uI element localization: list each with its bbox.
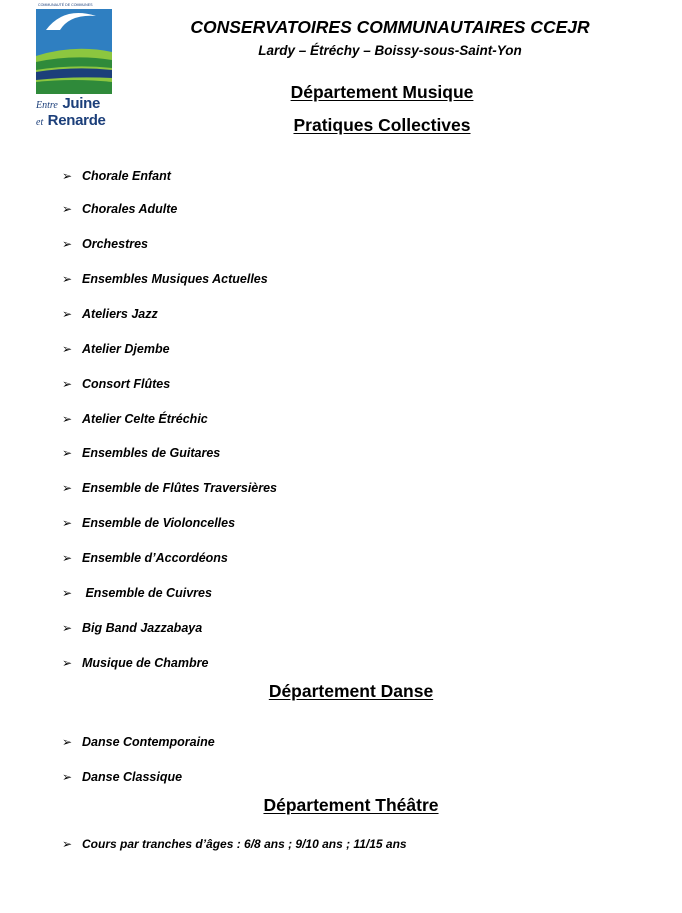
logo-landscape-icon xyxy=(36,0,112,94)
list-item-label: Atelier Celte Étréchic xyxy=(82,412,208,426)
arrow-bullet-icon: ➢ xyxy=(62,412,73,426)
arrow-bullet-icon: ➢ xyxy=(62,837,73,851)
list-item xyxy=(62,653,208,673)
logo-line-2 xyxy=(36,113,116,130)
arrow-bullet-icon: ➢ xyxy=(62,516,73,530)
arrow-bullet-icon: ➢ xyxy=(62,307,73,321)
list-item-label: Atelier Djembe xyxy=(82,342,170,356)
list-item xyxy=(62,374,170,394)
list-item-label: Ensembles de Guitares xyxy=(82,446,221,460)
arrow-bullet-icon: ➢ xyxy=(62,202,73,216)
list-item xyxy=(62,618,202,638)
arrow-bullet-icon: ➢ xyxy=(62,551,73,565)
list-item-label: Chorales Adulte xyxy=(82,202,178,216)
arrow-bullet-icon: ➢ xyxy=(62,656,73,670)
logo xyxy=(36,0,112,134)
logo-wordmark xyxy=(36,96,116,130)
list-item xyxy=(62,443,220,463)
list-item-label: Consort Flûtes xyxy=(82,377,171,391)
musique-subheading: Pratiques Collectives xyxy=(293,115,471,135)
logo-line1-small: Entre xyxy=(36,100,58,111)
musique-heading: Département Musique xyxy=(290,82,474,102)
list-item xyxy=(62,234,148,254)
logo-line-1 xyxy=(36,96,116,113)
list-item xyxy=(62,304,158,324)
list-item xyxy=(62,834,407,854)
danse-heading: Département Danse xyxy=(268,681,434,701)
list-item-label: Musique de Chambre xyxy=(82,656,209,670)
list-item xyxy=(62,548,228,568)
arrow-bullet-icon: ➢ xyxy=(62,586,73,600)
list-item xyxy=(62,199,177,219)
list-item-label: Orchestres xyxy=(82,237,149,251)
list-item xyxy=(62,478,277,498)
list-item-label: Danse Classique xyxy=(82,770,183,784)
arrow-bullet-icon: ➢ xyxy=(62,481,73,495)
page-title: CONSERVATOIRES COMMUNAUTAIRES CCEJR xyxy=(190,17,590,37)
logo-line2-small: et xyxy=(36,117,44,128)
list-item-label: Ateliers Jazz xyxy=(82,307,158,321)
logo-line1-big: Juine xyxy=(62,95,100,112)
list-item-label: Danse Contemporaine xyxy=(82,735,215,749)
list-item-label: Ensembles Musiques Actuelles xyxy=(82,272,268,286)
list-item xyxy=(62,166,171,186)
arrow-bullet-icon: ➢ xyxy=(62,735,73,749)
list-item xyxy=(62,269,268,289)
list-item-label: Chorale Enfant xyxy=(82,169,171,183)
arrow-bullet-icon: ➢ xyxy=(62,272,73,286)
list-item-label: Ensemble de Cuivres xyxy=(82,586,212,600)
list-item xyxy=(62,339,170,359)
logo-line2-big: Renarde xyxy=(47,112,106,129)
arrow-bullet-icon: ➢ xyxy=(62,621,73,635)
theatre-heading: Département Théâtre xyxy=(263,795,439,815)
arrow-bullet-icon: ➢ xyxy=(62,169,73,183)
list-item-label: Ensemble de Violoncelles xyxy=(82,516,236,530)
list-item-label: Cours par tranches d’âges : 6/8 ans ; 9/10 ans ; 11/15 ans xyxy=(82,837,407,851)
arrow-bullet-icon: ➢ xyxy=(62,237,73,251)
list-item-label: Ensemble de Flûtes Traversières xyxy=(82,481,278,495)
list-item xyxy=(62,767,182,787)
arrow-bullet-icon: ➢ xyxy=(62,342,73,356)
list-item-label: Big Band Jazzabaya xyxy=(82,621,203,635)
list-item xyxy=(62,409,208,429)
page-subtitle: Lardy – Étréchy – Boissy-sous-Saint-Yon xyxy=(258,43,522,58)
arrow-bullet-icon: ➢ xyxy=(62,377,73,391)
arrow-bullet-icon: ➢ xyxy=(62,770,73,784)
list-item-label: Ensemble d’Accordéons xyxy=(82,551,228,565)
list-item xyxy=(62,583,212,603)
logo-small-caption: COMMUNAUTÉ DE COMMUNES xyxy=(38,3,93,7)
list-item xyxy=(62,732,215,752)
arrow-bullet-icon: ➢ xyxy=(62,446,73,460)
list-item xyxy=(62,513,235,533)
